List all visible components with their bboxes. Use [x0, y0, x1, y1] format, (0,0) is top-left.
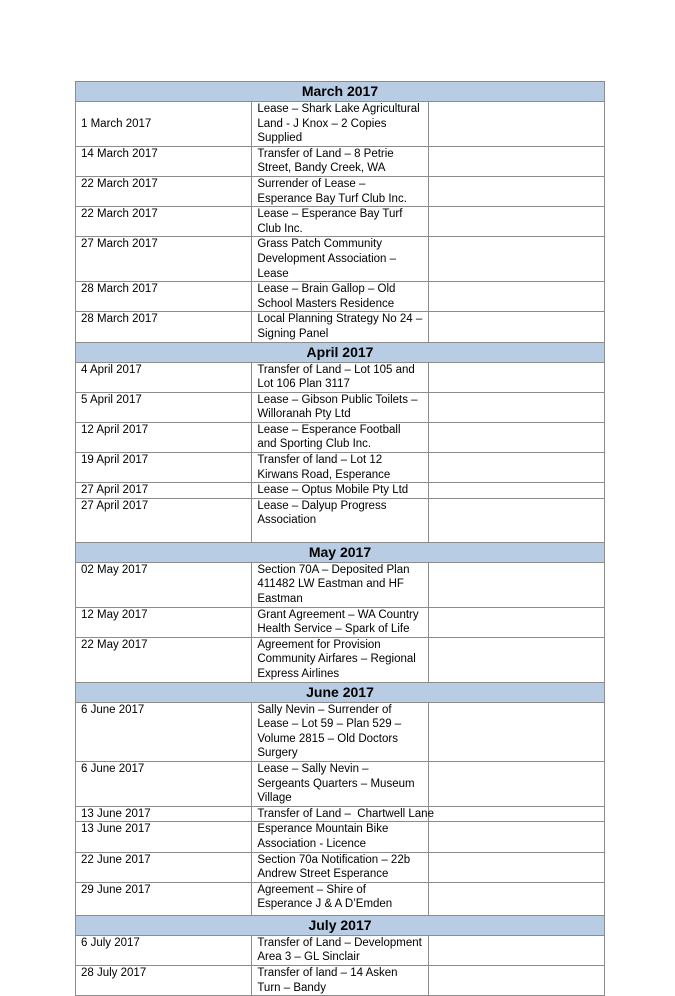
table-row	[76, 562, 605, 607]
table-row	[76, 102, 605, 147]
date-cell: 19 April 2017	[76, 453, 252, 483]
description-cell: Grant Agreement – WA Country Health Service – Spark of Life	[252, 607, 428, 637]
notes-cell	[428, 852, 604, 882]
description-cell: Lease – Dalyup Progress Association	[252, 498, 428, 542]
notes-cell	[428, 935, 604, 965]
notes-cell	[428, 282, 604, 312]
notes-cell	[428, 312, 604, 342]
table-row	[76, 702, 605, 761]
description-cell: Lease – Optus Mobile Pty Ltd	[252, 483, 428, 499]
description-cell: Section 70a Notification – 22b Andrew Street Esperance	[252, 852, 428, 882]
date-cell: 27 April 2017	[76, 498, 252, 542]
notes-cell	[428, 237, 604, 282]
description-cell: Grass Patch Community Development Association – Lease	[252, 237, 428, 282]
notes-cell	[428, 453, 604, 483]
description-cell: Local Planning Strategy No 24 – Signing Panel	[252, 312, 428, 342]
month-header-row	[76, 682, 605, 702]
document-register-table	[75, 81, 605, 996]
date-cell: 6 June 2017	[76, 702, 252, 761]
table-row	[76, 483, 605, 499]
month-header: June 2017	[76, 682, 605, 702]
description-cell: Agreement for Provision Community Airfares – Regional Express Airlines	[252, 637, 428, 682]
month-header-row	[76, 342, 605, 362]
date-cell: 14 March 2017	[76, 146, 252, 176]
date-cell: 6 July 2017	[76, 935, 252, 965]
notes-cell	[428, 102, 604, 147]
table-row	[76, 935, 605, 965]
month-header-row	[76, 542, 605, 562]
description-cell: Lease – Brain Gallop – Old School Masters Residence	[252, 282, 428, 312]
month-header-row	[76, 915, 605, 935]
notes-cell	[428, 761, 604, 806]
month-header: March 2017	[76, 82, 605, 102]
table-row	[76, 422, 605, 452]
notes-cell	[428, 562, 604, 607]
table-row	[76, 207, 605, 237]
table-row	[76, 362, 605, 392]
date-cell: 22 May 2017	[76, 637, 252, 682]
notes-cell	[428, 637, 604, 682]
description-cell: Transfer of land – 14 Asken Turn – Bandy	[252, 965, 428, 995]
notes-cell	[428, 607, 604, 637]
description-cell: Sally Nevin – Surrender of Lease – Lot 59 – Plan 529 – Volume 2815 – Old Doctors Surgery	[252, 702, 428, 761]
table-row	[76, 806, 605, 822]
table-row	[76, 965, 605, 995]
description-cell: Lease – Esperance Football and Sporting Club Inc.	[252, 422, 428, 452]
description-cell: Lease – Gibson Public Toilets – Willoranah Pty Ltd	[252, 392, 428, 422]
date-cell: 1 March 2017	[76, 102, 252, 147]
notes-cell	[428, 422, 604, 452]
table-row	[76, 822, 605, 852]
description-cell: Transfer of Land – Chartwell Lane	[252, 806, 428, 822]
date-cell: 13 June 2017	[76, 806, 252, 822]
notes-cell	[428, 882, 604, 915]
table-row	[76, 282, 605, 312]
table-row	[76, 146, 605, 176]
notes-cell	[428, 392, 604, 422]
date-cell: 27 March 2017	[76, 237, 252, 282]
date-cell: 12 May 2017	[76, 607, 252, 637]
table-row	[76, 761, 605, 806]
month-header: April 2017	[76, 342, 605, 362]
month-header: July 2017	[76, 915, 605, 935]
notes-cell	[428, 498, 604, 542]
description-cell: Transfer of Land – Development Area 3 – GL Sinclair	[252, 935, 428, 965]
date-cell: 4 April 2017	[76, 362, 252, 392]
notes-cell	[428, 146, 604, 176]
date-cell: 6 June 2017	[76, 761, 252, 806]
description-cell: Transfer of land – Lot 12 Kirwans Road, Esperance	[252, 453, 428, 483]
table-row	[76, 882, 605, 915]
table-row	[76, 176, 605, 206]
notes-cell	[428, 362, 604, 392]
date-cell: 13 June 2017	[76, 822, 252, 852]
date-cell: 02 May 2017	[76, 562, 252, 607]
table-row	[76, 312, 605, 342]
notes-cell	[428, 207, 604, 237]
description-cell: Lease – Sally Nevin – Sergeants Quarters – Museum Village	[252, 761, 428, 806]
table-row	[76, 237, 605, 282]
date-cell: 5 April 2017	[76, 392, 252, 422]
date-cell: 22 March 2017	[76, 207, 252, 237]
notes-cell	[428, 176, 604, 206]
description-cell: Agreement – Shire of Esperance J & A D’Emden	[252, 882, 428, 915]
table-row	[76, 453, 605, 483]
description-cell: Section 70A – Deposited Plan 411482 LW Eastman and HF Eastman	[252, 562, 428, 607]
month-header: May 2017	[76, 542, 605, 562]
date-cell: 28 March 2017	[76, 282, 252, 312]
date-cell: 28 March 2017	[76, 312, 252, 342]
notes-cell	[428, 806, 604, 822]
table-row	[76, 637, 605, 682]
date-cell: 22 June 2017	[76, 852, 252, 882]
description-cell: Lease – Shark Lake Agricultural Land - J Knox – 2 Copies Supplied	[252, 102, 428, 147]
notes-cell	[428, 965, 604, 995]
date-cell: 29 June 2017	[76, 882, 252, 915]
table-row	[76, 607, 605, 637]
table-row	[76, 852, 605, 882]
description-cell: Surrender of Lease – Esperance Bay Turf Club Inc.	[252, 176, 428, 206]
table-row	[76, 392, 605, 422]
description-cell: Transfer of Land – 8 Petrie Street, Bandy Creek, WA	[252, 146, 428, 176]
table-row	[76, 498, 605, 542]
description-cell: Esperance Mountain Bike Association - Licence	[252, 822, 428, 852]
notes-cell	[428, 702, 604, 761]
date-cell: 12 April 2017	[76, 422, 252, 452]
notes-cell	[428, 822, 604, 852]
notes-cell	[428, 483, 604, 499]
date-cell: 28 July 2017	[76, 965, 252, 995]
description-cell: Transfer of Land – Lot 105 and Lot 106 Plan 3117	[252, 362, 428, 392]
description-cell: Lease – Esperance Bay Turf Club Inc.	[252, 207, 428, 237]
date-cell: 27 April 2017	[76, 483, 252, 499]
date-cell: 22 March 2017	[76, 176, 252, 206]
month-header-row	[76, 82, 605, 102]
